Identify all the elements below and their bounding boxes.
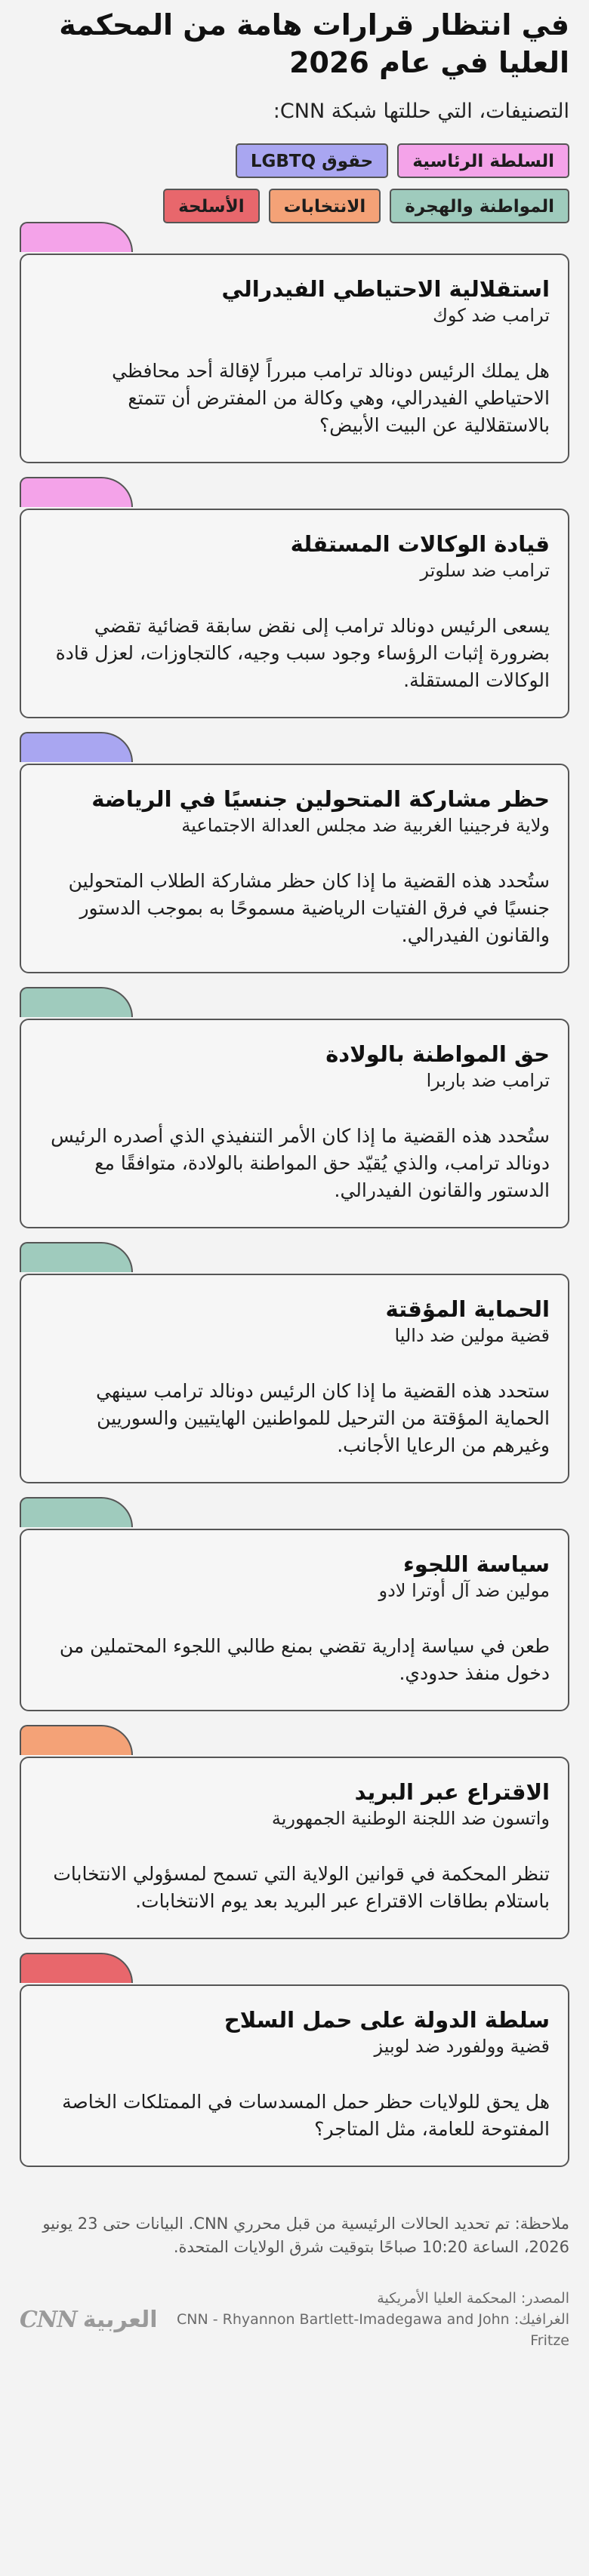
- card-description: ستُحدد هذه القضية ما إذا كان الأمر التنفيذي الذي أصدره الرئيس دونالد ترامب، والذي يُقيّد حق المواطنة بالولادة، متوافقًا مع الدستور والقانون الفيدرالي.: [51, 1125, 550, 1201]
- case-cards: [20, 254, 569, 2167]
- card-description: تنظر المحكمة في قوانين الولاية التي تسمح لمسؤولي الانتخابات باستلام بطاقات الاقتراع عبر البريد بعد يوم الانتخابات.: [53, 1863, 550, 1912]
- card-case-name: ترامب ضد سلوتر: [420, 560, 550, 581]
- card-category-tab: [20, 1242, 133, 1272]
- case-card: [20, 1529, 569, 1711]
- card-title: قيادة الوكالات المستقلة: [290, 531, 550, 557]
- credits-text: [158, 2288, 569, 2351]
- case-card: [20, 764, 569, 973]
- card-case-name: ولاية فرجينيا الغربية ضد مجلس العدالة الاجتماعية: [181, 815, 550, 836]
- card-category-tab: [20, 732, 133, 762]
- cnn-arabic-logo: [20, 2307, 158, 2333]
- card-title: حق المواطنة بالولادة: [325, 1041, 550, 1067]
- logo-arabic-text: العربية: [82, 2306, 158, 2333]
- card-description: هل يحق للولايات حظر حمل المسدسات في الممتلكات الخاصة المفتوحة للعامة، مثل المتاجر؟: [62, 2091, 550, 2140]
- case-card: [20, 1757, 569, 1939]
- legend-tag-presidential-power: السلطة الرئاسية: [397, 143, 569, 178]
- case-card: [20, 1019, 569, 1228]
- credits-footer: [20, 2288, 569, 2351]
- card-description: هل يملك الرئيس دونالد ترامب مبرراً لإقالة أحد محافظي الاحتياطي الفيدرالي، وهي وكالة من المفترض أن تتمتع بالاستقلالية عن البيت الأبيض؟: [112, 360, 550, 436]
- source-credit: المصدر: المحكمة العليا الأمريكية: [377, 2290, 569, 2307]
- card-case-name: مولين ضد آل أوترا لادو: [378, 1580, 550, 1601]
- card-title: حظر مشاركة المتحولين جنسيًا في الرياضة: [91, 786, 550, 812]
- card-title: الحماية المؤقتة: [385, 1296, 550, 1322]
- card-title: الاقتراع عبر البريد: [354, 1779, 550, 1805]
- case-card: [20, 254, 569, 463]
- legend-tag-citizenship-immigration: المواطنة والهجرة: [390, 189, 569, 223]
- legend-tag-lgbtq-rights: حقوق LGBTQ: [236, 143, 388, 178]
- card-case-name: ترامب ضد كوك: [433, 305, 550, 326]
- card-title: سياسة اللجوء: [402, 1551, 550, 1577]
- card-case-name: قضية وولفورد ضد لوبيز: [374, 2036, 550, 2057]
- case-card: [20, 1984, 569, 2167]
- card-category-tab: [20, 1953, 133, 1983]
- card-category-tab: [20, 222, 133, 252]
- footnote: ملاحظة: تم تحديد الحالات الرئيسية من قبل محرري CNN. البيانات حتى 23 يونيو 2026، الساعة 10:20 صباحًا بتوقيت شرق الولايات المتحدة.: [42, 2215, 569, 2256]
- card-description: ستُحدد هذه القضية ما إذا كان حظر مشاركة الطلاب المتحولين جنسيًا في فرق الفتيات الرياضية مسموحًا به بموجب الدستور والقانون الفيدرالي.: [68, 870, 550, 946]
- card-title: سلطة الدولة على حمل السلاح: [224, 2007, 550, 2033]
- legend-tag-elections: الانتخابات: [269, 189, 381, 223]
- card-category-tab: [20, 987, 133, 1017]
- case-card: [20, 1274, 569, 1483]
- graphic-credit: الغرافيك: CNN - Rhyannon Bartlett-Imadegawa and John Fritze: [176, 2311, 569, 2349]
- card-description: طعن في سياسة إدارية تقضي بمنع طالبي اللجوء المحتملين من دخول منفذ حدودي.: [59, 1635, 550, 1684]
- card-description: يسعى الرئيس دونالد ترامب إلى نقض سابقة قضائية تقضي بضرورة إثبات الرؤساء وجود سبب وجيه، كالتجاوزات، لعزل قادة الوكالات المستقلة.: [55, 615, 550, 691]
- card-title: استقلالية الاحتياطي الفيدرالي: [221, 276, 550, 302]
- category-legend: [71, 143, 569, 223]
- card-category-tab: [20, 477, 133, 507]
- card-category-tab: [20, 1497, 133, 1527]
- legend-tag-guns: الأسلحة: [163, 189, 260, 223]
- page-title: في انتظار قرارات هامة من المحكمة العليا في عام 2026: [59, 8, 569, 79]
- page-subtitle: التصنيفات، التي حللتها شبكة CNN:: [273, 100, 569, 123]
- case-card: [20, 509, 569, 718]
- logo-cnn-text: CNN: [20, 2306, 77, 2333]
- card-category-tab: [20, 1725, 133, 1755]
- card-description: ستحدد هذه القضية ما إذا كان الرئيس دونالد ترامب سينهي الحماية المؤقتة من الترحيل للمواطنين الهايتيين والسوريين وغيرهم من الرعايا الأجانب.: [96, 1380, 550, 1456]
- card-case-name: ترامب ضد باربرا: [426, 1070, 550, 1091]
- card-case-name: واتسون ضد اللجنة الوطنية الجمهورية: [271, 1808, 550, 1829]
- card-case-name: قضية مولين ضد داليا: [394, 1325, 550, 1346]
